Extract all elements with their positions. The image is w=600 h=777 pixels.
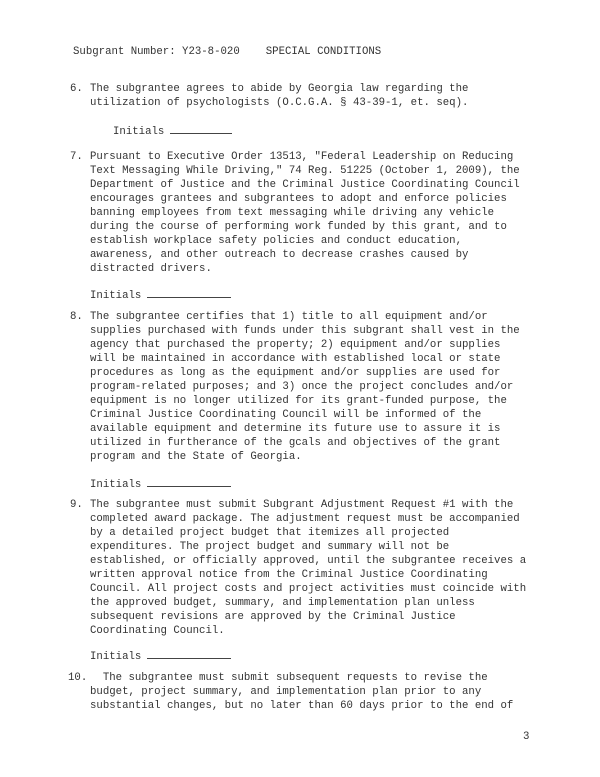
condition-line: equipment is no longer utilized for its grant-funded purpose, the — [90, 395, 507, 407]
condition-line: agency that purchased the property; 2) equipment and/or supplies — [90, 339, 501, 351]
condition-number: 6. — [70, 83, 83, 95]
condition-line: utilization of psychologists (O.C.G.A. § 43-39-1, et. seq). — [90, 97, 469, 109]
condition-line: utilized in furtherance of the gcals and objectives of the grant — [90, 437, 501, 449]
condition-line: Council. All project costs and project activities must coincide with — [90, 583, 527, 595]
condition-number: 7. — [70, 151, 83, 163]
initials-label: Initials — [90, 479, 142, 491]
condition-line: Text Messaging While Driving," 74 Reg. 51225 (October 1, 2009), the — [90, 165, 520, 177]
condition-line: procedures as long as the equipment and/or supplies are used for — [90, 367, 501, 379]
initials-field-9[interactable] — [90, 648, 231, 664]
condition-line: The subgrantee agrees to abide by Georgia law regarding the — [90, 83, 469, 95]
initials-label: Initials — [90, 651, 142, 663]
condition-line: by a detailed project budget that itemizes all projected — [90, 527, 450, 539]
condition-line: established, or officially approved, until the subgrantee receives a — [90, 555, 527, 567]
condition-line: awareness, and other outreach to decrease crashes caused by — [90, 249, 469, 261]
initials-field-6[interactable] — [113, 123, 232, 139]
condition-line: establish workplace safety policies and conduct education, — [90, 235, 462, 247]
condition-line: written approval notice from the Criminal Justice Coordinating — [90, 569, 488, 581]
header-title: SPECIAL CONDITIONS — [265, 46, 382, 58]
condition-line: during the course of performing work funded by this grant, and to — [90, 221, 507, 233]
initials-field-8[interactable] — [90, 476, 231, 492]
condition-line: Department of Justice and the Criminal Justice Coordinating Council — [90, 179, 520, 191]
condition-line: The subgrantee must submit Subgrant Adjustment Request #1 with the — [90, 499, 514, 511]
condition-line: banning employees from text messaging while driving any vehicle — [90, 207, 495, 219]
condition-line: completed award package. The adjustment request must be accompanied — [90, 513, 520, 525]
condition-line: Coordinating Council. — [90, 625, 225, 637]
condition-line: supplies purchased with funds under this subgrant shall vest in the — [90, 325, 520, 337]
condition-line: Pursuant to Executive Order 13513, "Federal Leadership on Reducing — [90, 151, 514, 163]
condition-line: The subgrantee must submit subsequent requests to revise the — [90, 672, 488, 684]
condition-line: program and the State of Georgia. — [90, 451, 302, 463]
condition-line: encourages grantees and subgrantees to adopt and enforce policies — [90, 193, 507, 205]
condition-line: expenditures. The project budget and summary will not be — [90, 541, 450, 553]
condition-line: The subgrantee certifies that 1) title to all equipment and/or — [90, 311, 488, 323]
initials-label: Initials — [113, 126, 165, 138]
condition-line: subsequent revisions are approved by the Criminal Justice — [90, 611, 456, 623]
condition-number: 9. — [70, 499, 83, 511]
condition-line: will be maintained in accordance with established local or state — [90, 353, 501, 365]
initials-field-7[interactable] — [90, 287, 231, 303]
subgrant-number: Subgrant Number: Y23-8-020 — [73, 46, 240, 58]
condition-line: the approved budget, summary, and implementation plan unless — [90, 597, 475, 609]
condition-line: distracted drivers. — [90, 263, 212, 275]
condition-line: substantial changes, but no later than 60 days prior to the end of — [90, 700, 514, 712]
condition-line: available equipment and determine its future use to assure it is — [90, 423, 501, 435]
condition-line: program-related purposes; and 3) once the project concludes and/or — [90, 381, 514, 393]
condition-number: 8. — [70, 311, 83, 323]
condition-line: Criminal Justice Coordinating Council will be informed of the — [90, 409, 482, 421]
condition-line: budget, project summary, and implementation plan prior to any — [90, 686, 482, 698]
page-number: 3 — [523, 731, 530, 743]
page-header — [73, 45, 381, 59]
condition-number: 10. — [68, 672, 88, 684]
initials-label: Initials — [90, 290, 142, 302]
